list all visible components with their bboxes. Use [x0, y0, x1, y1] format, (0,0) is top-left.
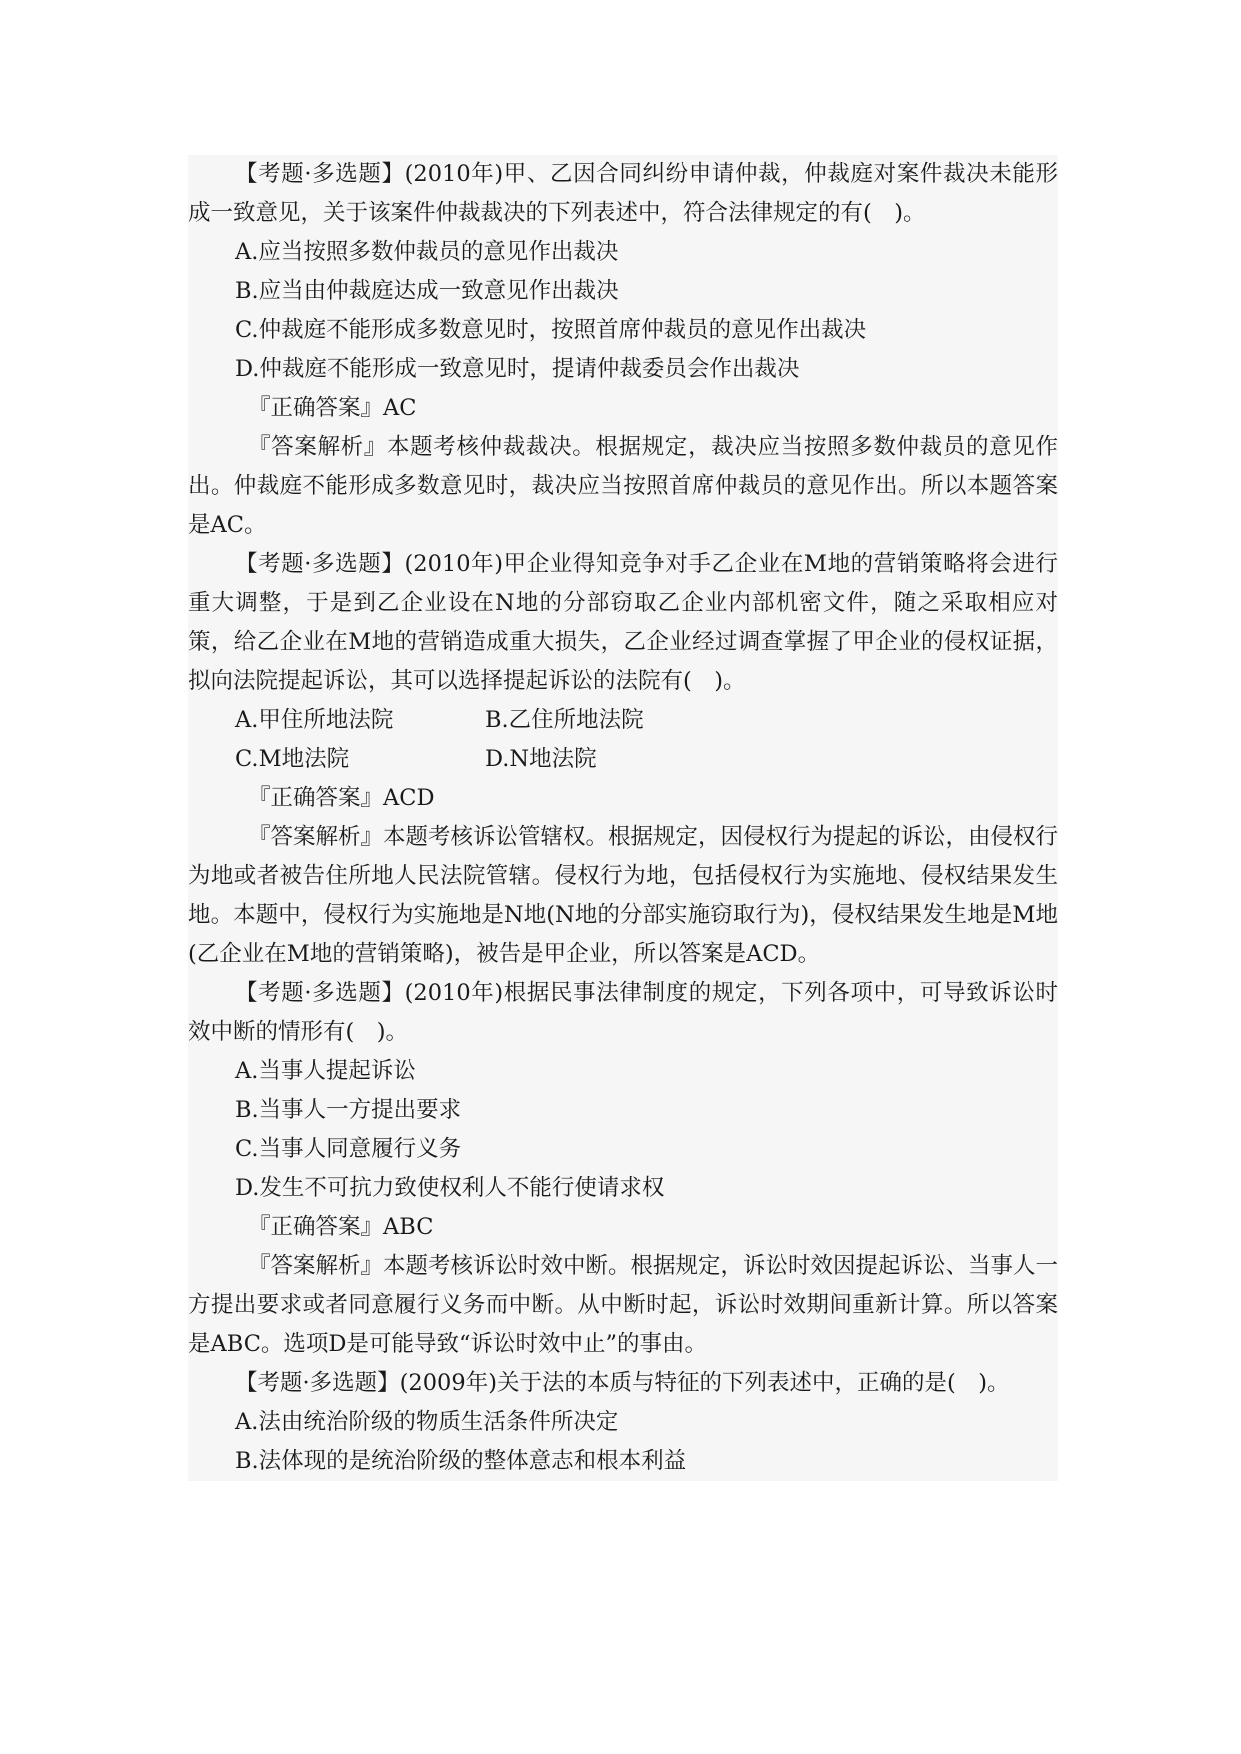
question-3-option-b: B.当事人一方提出要求	[235, 1097, 462, 1123]
question-1-explanation: 『答案解析』本题考核仲裁裁决。根据规定，裁决应当按照多数仲裁员的意见作出。仲裁庭不能形成多数意见时，裁决应当按照首席仲裁员的意见作出。所以本题答案是AC。	[188, 434, 1058, 538]
question-4-option-a: A.法由统治阶级的物质生活条件所决定	[235, 1409, 619, 1435]
question-4-option-b: B.法体现的是统治阶级的整体意志和根本利益	[235, 1448, 687, 1474]
question-1-option-c: C.仲裁庭不能形成多数意见时，按照首席仲裁员的意见作出裁决	[235, 317, 867, 343]
question-3-option-a: A.当事人提起诉讼	[235, 1058, 416, 1084]
question-3-option-c: C.当事人同意履行义务	[235, 1136, 462, 1162]
question-2-option-c: C.M地法院	[235, 746, 350, 772]
question-2-option-d: D.N地法院	[485, 746, 597, 772]
question-2-option-a: A.甲住所地法院	[235, 707, 394, 733]
question-1-option-b: B.应当由仲裁庭达成一致意见作出裁决	[235, 278, 619, 304]
question-2-options-row-1	[188, 701, 1058, 740]
question-3-stem: 【考题·多选题】(2010年)根据民事法律制度的规定，下列各项中，可导致诉讼时效中断的情形有( )。	[188, 980, 1058, 1045]
question-3-option-d: D.发生不可抗力致使权利人不能行使请求权	[235, 1175, 665, 1201]
question-1-answer: 『正确答案』AC	[248, 395, 417, 421]
question-1-option-a: A.应当按照多数仲裁员的意见作出裁决	[235, 239, 619, 265]
question-2-option-b: B.乙住所地法院	[485, 707, 644, 733]
question-3-explanation: 『答案解析』本题考核诉讼时效中断。根据规定，诉讼时效因提起诉讼、当事人一方提出要求或者同意履行义务而中断。从中断时起，诉讼时效期间重新计算。所以答案是ABC。选项D是可能导致“诉讼时效中止”的事由。	[188, 1253, 1059, 1357]
question-1-option-d: D.仲裁庭不能形成一致意见时，提请仲裁委员会作出裁决	[235, 356, 800, 382]
question-4-stem: 【考题·多选题】(2009年)关于法的本质与特征的下列表述中，正确的是( )。	[235, 1370, 1010, 1396]
question-2-stem: 【考题·多选题】(2010年)甲企业得知竞争对手乙企业在M地的营销策略将会进行重大调整，于是到乙企业设在N地的分部窃取乙企业内部机密文件，随之采取相应对策，给乙企业在M地的营销造成重大损失，乙企业经过调查掌握了甲企业的侵权证据，拟向法院提起诉讼，其可以选择提起诉讼的法院有( )。	[188, 551, 1058, 694]
question-3-answer: 『正确答案』ABC	[248, 1214, 434, 1240]
question-2-explanation: 『答案解析』本题考核诉讼管辖权。根据规定，因侵权行为提起的诉讼，由侵权行为地或者被告住所地人民法院管辖。侵权行为地，包括侵权行为实施地、侵权结果发生地。本题中，侵权行为实施地是N地(N地的分部实施窃取行为)，侵权结果发生地是M地(乙企业在M地的营销策略)，被告是甲企业，所以答案是ACD。	[188, 824, 1059, 967]
question-2-options-row-2	[188, 740, 1058, 779]
exam-content	[188, 155, 1058, 1481]
question-2-answer: 『正确答案』ACD	[248, 785, 435, 811]
question-1-stem: 【考题·多选题】(2010年)甲、乙因合同纠纷申请仲裁，仲裁庭对案件裁决未能形成一致意见，关于该案件仲裁裁决的下列表述中，符合法律规定的有( )。	[188, 161, 1058, 226]
